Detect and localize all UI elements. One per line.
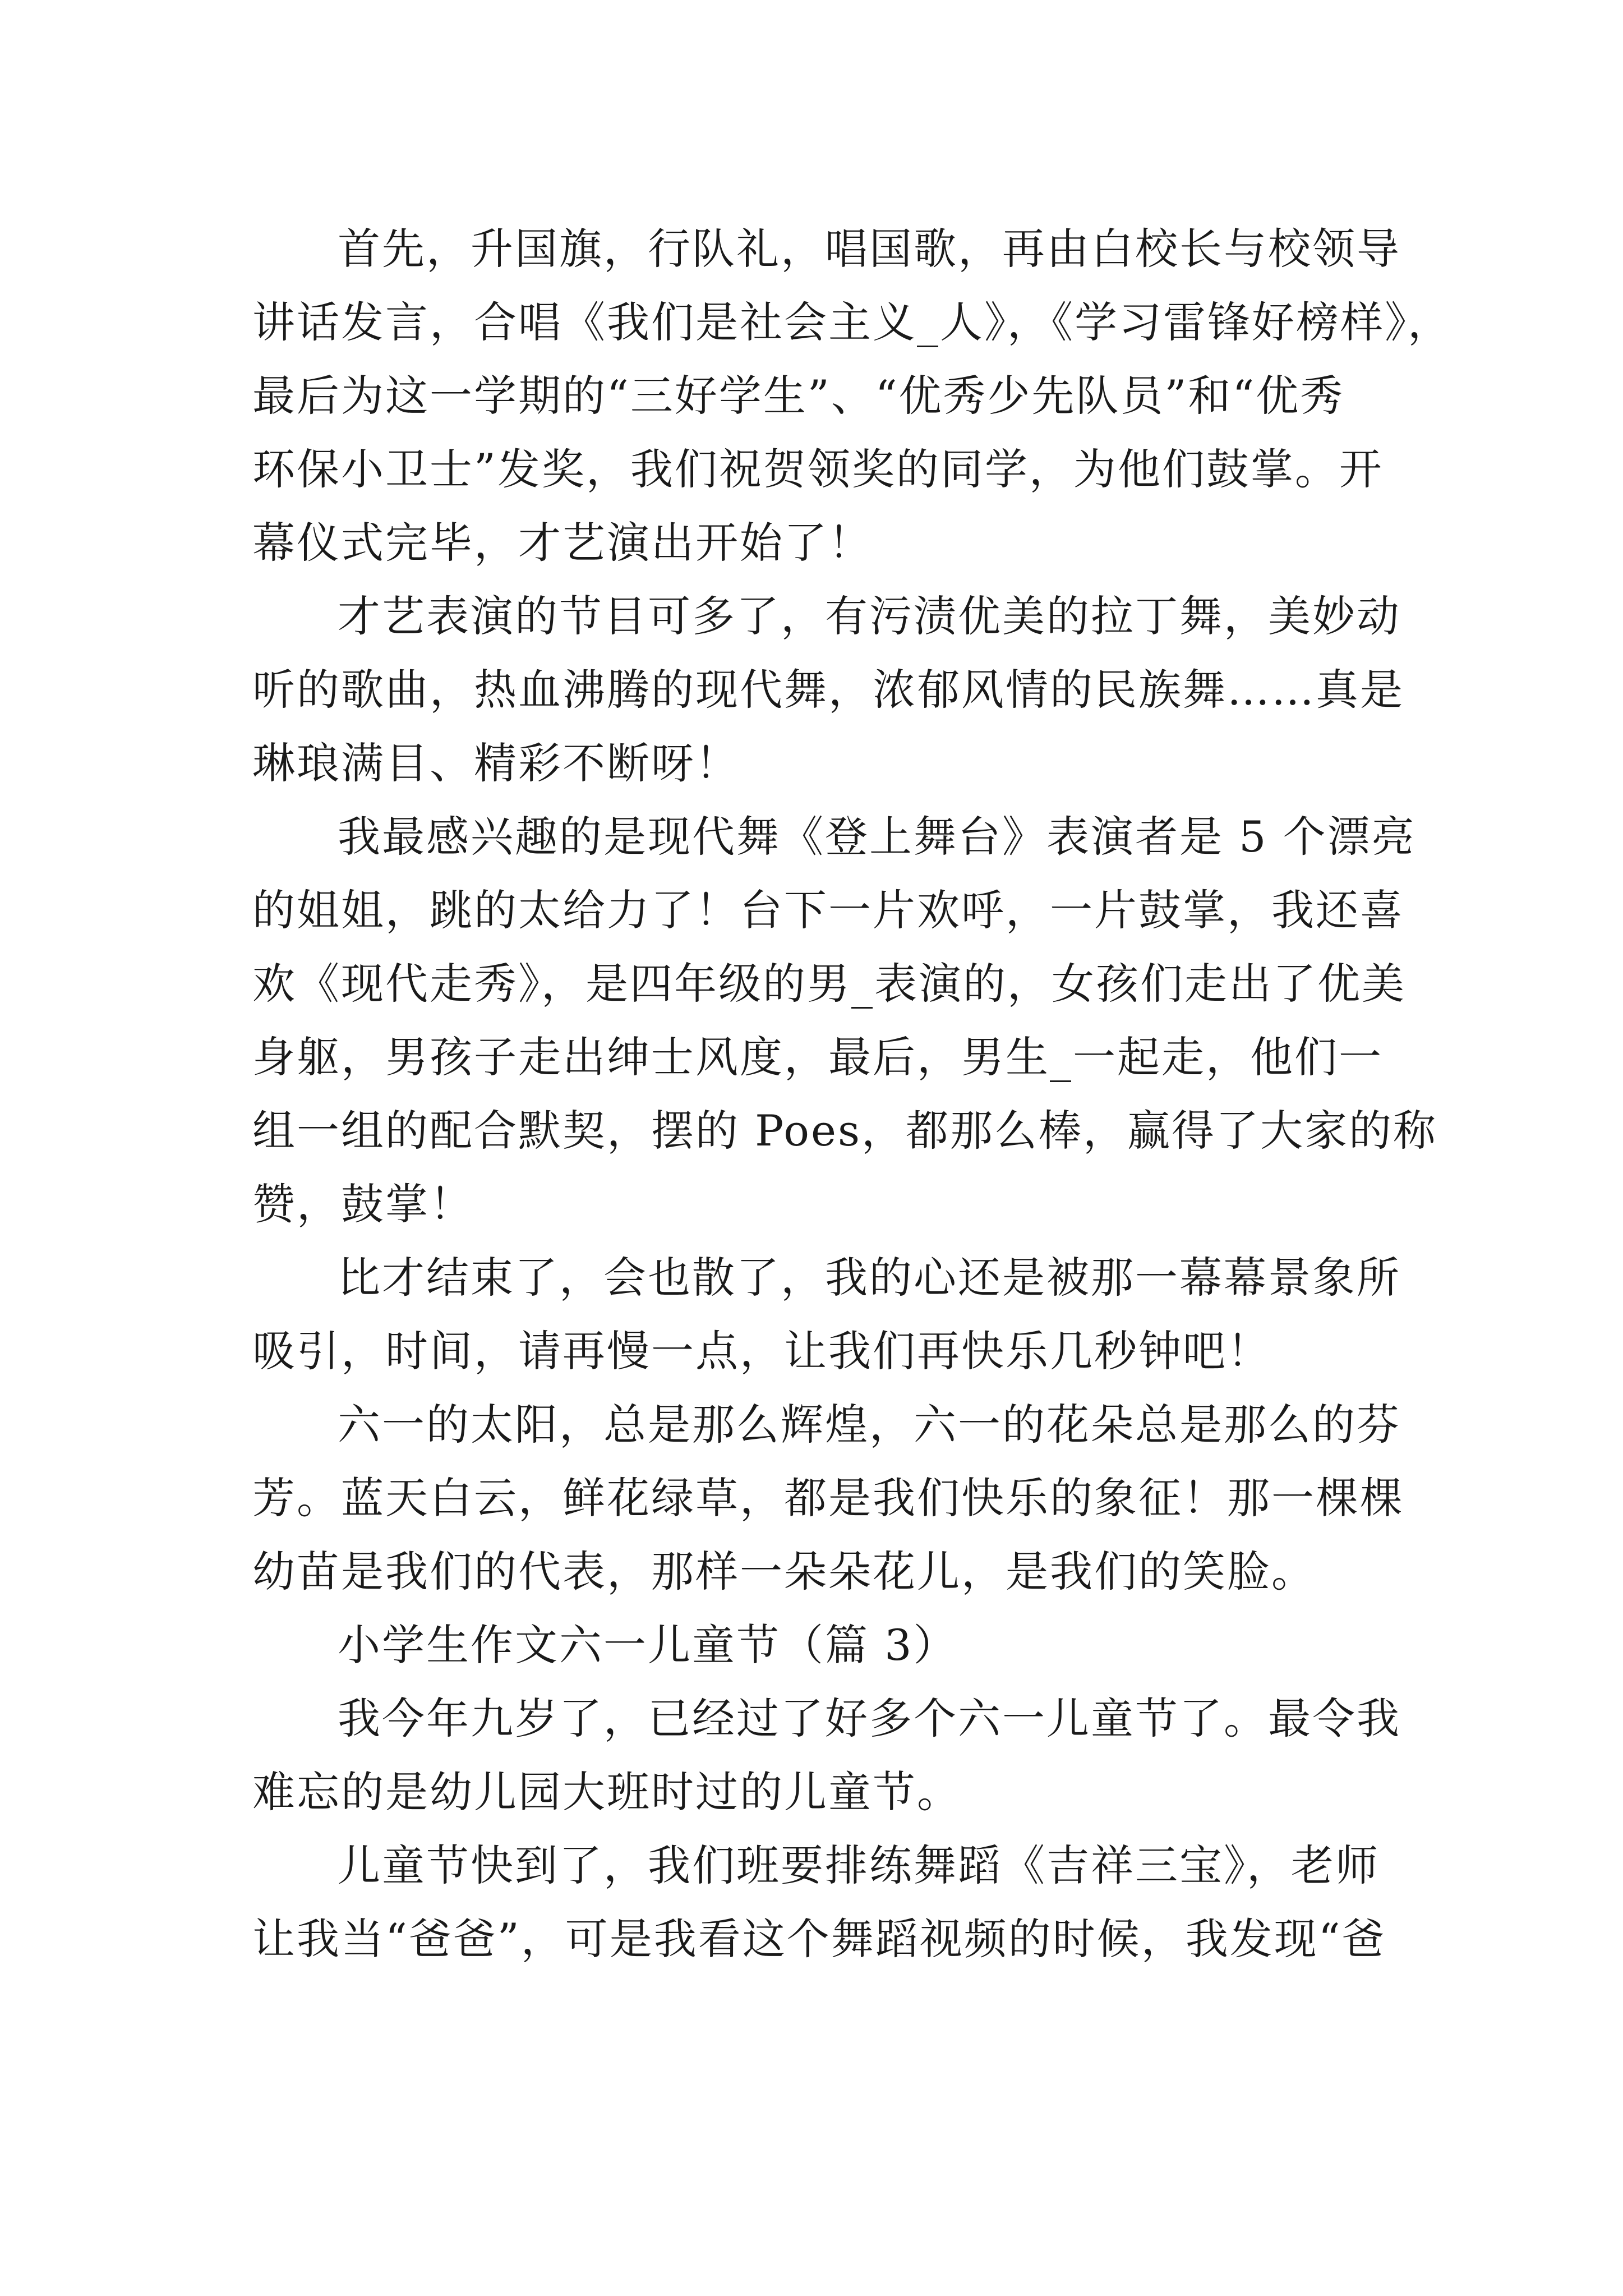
text-line: 我最感兴趣的是现代舞《登上舞台》表演者是 5 个漂亮 [338,812,1416,862]
text-line: 最后为这一学期的“三好学生”、“优秀少先队员”和“优秀 [252,371,1345,421]
text-line: 琳琅满目、精彩不断呀！ [252,738,740,788]
text-line: 环保小卫士”发奖，我们祝贺领奖的同学，为他们鼓掌。开 [252,444,1384,494]
text-line: 的姐姐，跳的太给力了！台下一片欢呼，一片鼓掌，我还喜 [252,885,1404,935]
text-line: 难忘的是幼儿园大班时过的儿童节。 [252,1767,961,1817]
text-line: 芳。蓝天白云，鲜花绿草，都是我们快乐的象征！那一棵棵 [252,1473,1404,1523]
text-line: 首先，升国旗，行队礼，唱国歌，再由白校长与校领导 [338,224,1401,274]
text-line: 比才结束了，会也散了，我的心还是被那一幕幕景象所 [338,1253,1401,1303]
text-line: 讲话发言，合唱《我们是社会主义_人》，《学习雷锋好榜样》， [252,297,1452,347]
text-line: 组一组的配合默契，摆的 Poes，都那么棒，赢得了大家的称 [252,1106,1437,1156]
document-page [252,212,1452,1976]
section-heading: 小学生作文六一儿童节（篇 3） [338,1620,958,1670]
text-line: 赞，鼓掌！ [252,1179,474,1229]
text-line: 欢《现代走秀》，是四年级的男_表演的，女孩们走出了优美 [252,959,1406,1009]
text-line: 吸引，时间，请再慢一点，让我们再快乐几秒钟吧！ [252,1326,1271,1376]
text-line: 幕仪式完毕，才艺演出开始了！ [252,518,873,568]
text-line: 我今年九岁了，已经过了好多个六一儿童节了。最令我 [338,1694,1401,1743]
text-line: 才艺表演的节目可多了，有污渍优美的拉丁舞，美妙动 [338,591,1401,641]
text-line: 六一的太阳，总是那么辉煌，六一的花朵总是那么的芬 [338,1400,1401,1450]
text-line: 儿童节快到了，我们班要排练舞蹈《吉祥三宝》，老师 [338,1841,1380,1890]
text-line: 幼苗是我们的代表，那样一朵朵花儿，是我们的笑脸。 [252,1547,1316,1596]
text-line: 让我当“爸爸”，可是我看这个舞蹈视频的时候，我发现“爸 [252,1914,1386,1964]
text-line: 身躯，男孩子走出绅士风度，最后，男生_一起走，他们一 [252,1032,1383,1082]
text-line: 听的歌曲，热血沸腾的现代舞，浓郁风情的民族舞……真是 [252,665,1404,715]
